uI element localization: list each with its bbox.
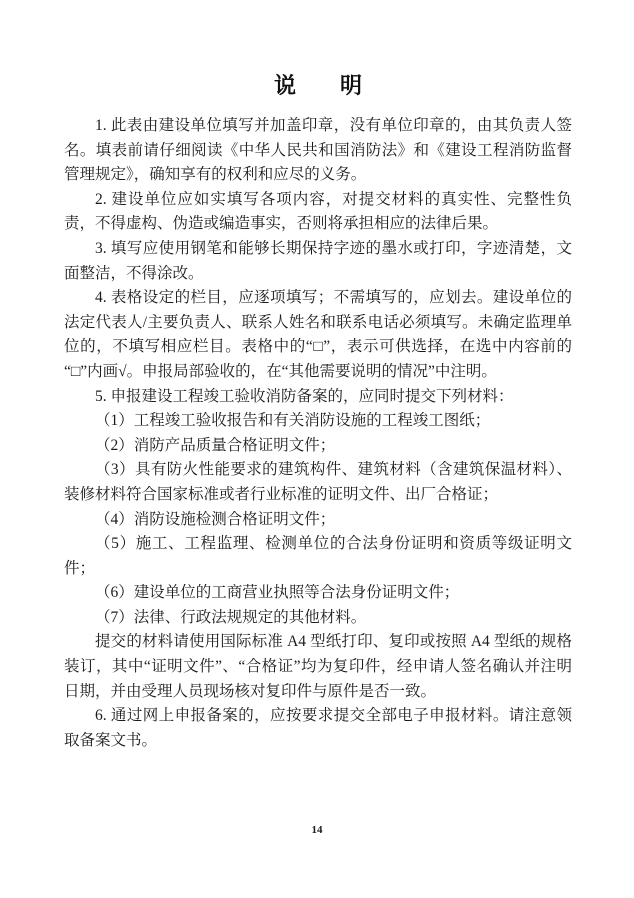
list-item-4: （4）消防设施检测合格证明文件；	[95, 510, 336, 528]
page-title: 说 明	[273, 73, 362, 98]
paragraph-2: 2. 建设单位应如实填写各项内容，对提交材料的真实性、完整性负责，不得虚构、伪造或编造事实，否则将承担相应的法律后果。	[64, 190, 572, 233]
paragraph-6: 提交的材料请使用国际标准 A4 型纸打印、复印或按照 A4 型纸的规格装订，其中“证明文件”、“合格证”均为复印件，经申请人签名确认并注明日期，并由受理人员现场核对复印件与原件是否一致。	[64, 633, 572, 700]
document-body	[64, 114, 572, 753]
paragraph-3: 3. 填写应使用钢笔和能够长期保持字迹的墨水或打印，字迹清楚，文面整洁，不得涂改。	[64, 239, 572, 282]
paragraph-5: 5. 申报建设工程竣工验收消防备案的，应同时提交下列材料：	[95, 387, 514, 405]
list-item-7: （7）法律、行政法规规定的其他材料。	[95, 608, 367, 626]
list-item-5: （5）施工、工程监理、检测单位的合法身份证明和资质等级证明文件；	[64, 535, 572, 577]
list-item-6: （6）建设单位的工商营业执照等合法身份证明文件；	[95, 584, 460, 602]
paragraph-4: 4. 表格设定的栏目，应逐项填写；不需填写的，应划去。建设单位的法定代表人/主要负责人、联系人姓名和联系电话必须填写。未确定监理单位的，不填写相应栏目。表格中的“□”，表示可供选择，在选中内容前的“□”内画√。申报局部验收的，在“其他需要说明的情况”中注明。	[64, 289, 572, 380]
paragraph-1: 1. 此表由建设单位填写并加盖印章，没有单位印章的，由其负责人签名。填表前请仔细阅读《中华人民共和国消防法》和《建设工程消防监督管理规定》，确知享有的权利和应尽的义务。	[64, 117, 572, 184]
paragraph-7: 6. 通过网上申报备案的，应按要求提交全部电子申报材料。请注意领取备案文书。	[64, 707, 572, 749]
list-item-2: （2）消防产品质量合格证明文件；	[95, 436, 336, 454]
page-number: 14	[311, 824, 323, 836]
list-item-1: （1）工程竣工验收报告和有关消防设施的工程竣工图纸；	[95, 412, 491, 430]
list-item-3: （3）具有防火性能要求的建筑构件、建筑材料（含建筑保温材料）、装修材料符合国家标准或者行业标准的证明文件、出厂合格证；	[64, 461, 572, 503]
